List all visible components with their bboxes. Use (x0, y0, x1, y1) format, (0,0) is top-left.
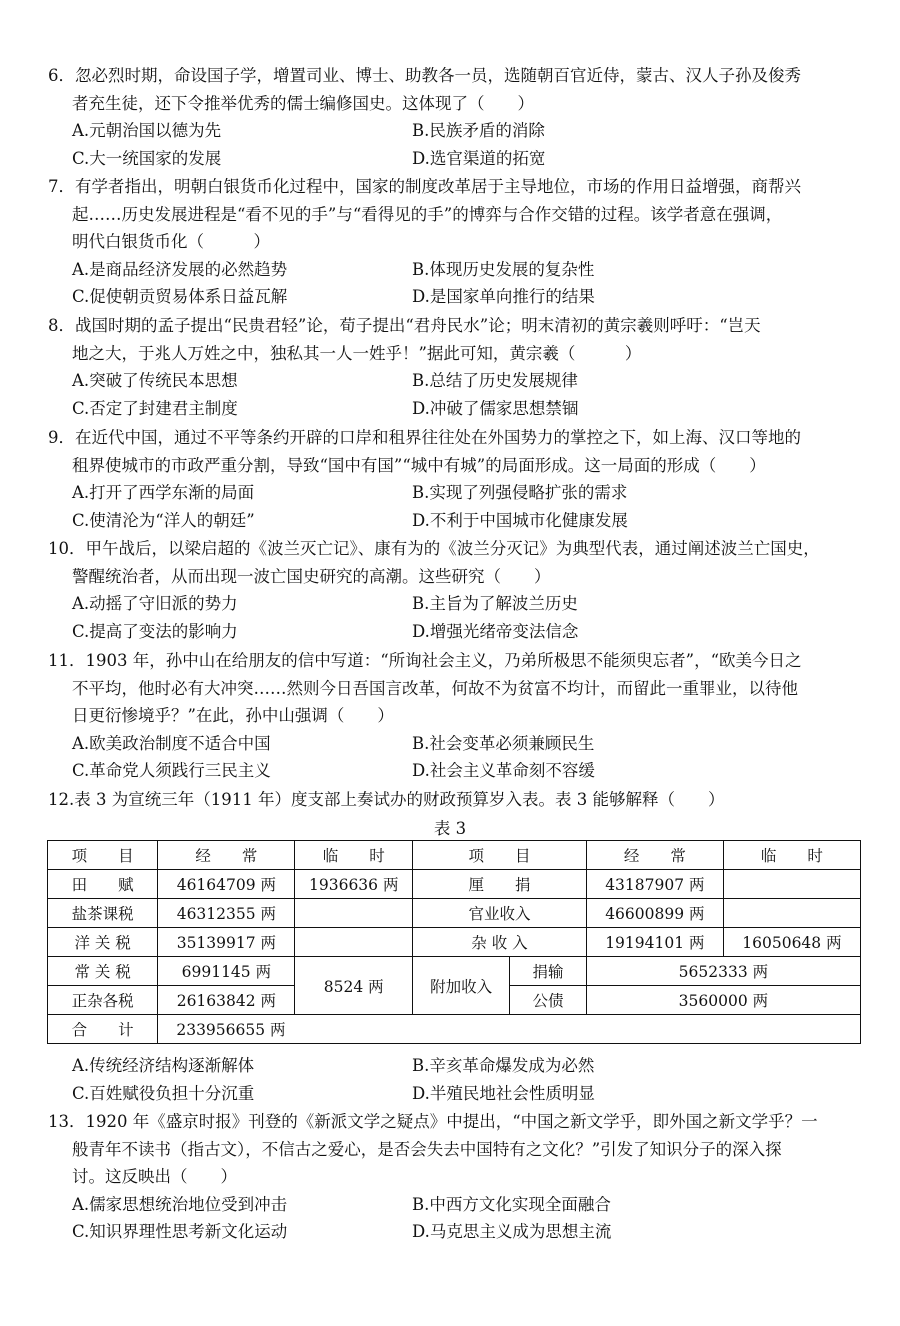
option-d[interactable]: D.半殖民地社会性质明显 (412, 1083, 595, 1103)
question-stem: 不平均，他时必有大冲突……然则今日吾国言改革，何故不为贫富不均计，而留此一重罪业，以待他 (72, 678, 798, 698)
table-cell: 正杂各税 (48, 986, 158, 1015)
table-header: 临 时 (723, 841, 860, 870)
question-12-options (48, 1052, 868, 1107)
options (48, 256, 868, 311)
option-b[interactable]: B.社会变革必须兼顾民生 (412, 733, 595, 753)
question-stem: 般青年不读书（指古文），不信古之爱心，是否会失去中国特有之文化？”引发了知识分子的深入探 (72, 1139, 782, 1159)
option-d[interactable]: D.增强光绪帝变法信念 (412, 621, 579, 641)
option-a[interactable]: A.打开了西学东渐的局面 (72, 483, 255, 502)
option-b[interactable]: B.民族矛盾的消除 (412, 121, 545, 140)
table-cell: 合 计 (48, 1015, 158, 1044)
table-cell: 3560000 两 (586, 986, 860, 1015)
question-stem: 警醒统治者，从而出现一波亡国史研究的高潮。这些研究（ ） (72, 566, 551, 586)
table-cell: 43187907 两 (586, 870, 723, 899)
options (48, 1052, 868, 1107)
question-9 (48, 424, 868, 534)
table-cell: 附加收入 (413, 957, 510, 1015)
table-cell: 1936636 两 (295, 870, 413, 899)
question-stem: 13．1920 年《盛京时报》刊登的《新派文学之疑点》中提出，“中国之新文学乎，即外国之新文学乎？一 (48, 1112, 818, 1131)
option-b[interactable]: B.主旨为了解波兰历史 (412, 594, 578, 613)
table-header: 项 目 (413, 841, 587, 870)
question-stem: 12.表 3 为宣统三年（1911 年）度支部上奏试办的财政预算岁入表。表 3 能够解释（ ） (48, 790, 725, 809)
table-header: 临 时 (295, 841, 413, 870)
table-cell: 公债 (510, 986, 587, 1015)
table-row (48, 928, 861, 957)
table-cell: 盐茶课税 (48, 899, 158, 928)
table-cell: 6991145 两 (158, 957, 295, 986)
table-cell: 19194101 两 (586, 928, 723, 957)
table-cell: 常 关 税 (48, 957, 158, 986)
table-cell: 35139917 两 (158, 928, 295, 957)
question-stem: 8．战国时期的孟子提出“民贵君轻”论，荀子提出“君舟民水”论；明末清初的黄宗羲则呼吁：“岂天 (48, 316, 761, 335)
table-cell: 46600899 两 (586, 899, 723, 928)
option-c[interactable]: C.提高了变法的影响力 (72, 621, 238, 641)
question-stem: 讨。这反映出（ ） (72, 1167, 237, 1186)
question-10 (48, 535, 868, 645)
options (48, 730, 868, 785)
table-cell: 8524 两 (295, 957, 413, 1015)
options (48, 117, 868, 172)
question-stem: 9．在近代中国，通过不平等条约开辟的口岸和租界往往处在外国势力的掌控之下，如上海、汉口等地的 (48, 428, 801, 447)
options (48, 1191, 868, 1246)
table-cell (295, 899, 413, 928)
table-cell: 杂 收 入 (413, 928, 587, 957)
option-a[interactable]: A.是商品经济发展的必然趋势 (72, 259, 288, 279)
question-12 (48, 786, 868, 814)
table-row (48, 957, 861, 986)
question-stem: 7．有学者指出，明朝白银货币化过程中，国家的制度改革居于主导地位，市场的作用日益增强，商帮兴 (48, 177, 801, 196)
table-cell: 46312355 两 (158, 899, 295, 928)
option-a[interactable]: A.儒家思想统治地位受到冲击 (72, 1194, 288, 1214)
table-header: 经 常 (158, 841, 295, 870)
table-header: 项 目 (48, 841, 158, 870)
question-stem: 10．甲午战后，以梁启超的《波兰灭亡记》、康有为的《波兰分灭记》为典型代表，通过阐述波兰亡国史， (48, 539, 820, 558)
question-stem: 11．1903 年，孙中山在给朋友的信中写道：“所询社会主义，乃弟所极思不能须臾忘者”，“欧美今日之 (48, 651, 802, 670)
table-cell: 官业收入 (413, 899, 587, 928)
table-cell (723, 899, 860, 928)
table-row (48, 899, 861, 928)
option-d[interactable]: D.是国家单向推行的结果 (412, 287, 595, 306)
question-7 (48, 173, 868, 311)
table-cell: 洋 关 税 (48, 928, 158, 957)
table-row (48, 1015, 861, 1044)
question-13 (48, 1108, 868, 1246)
table-cell (295, 928, 413, 957)
option-b[interactable]: B.中西方文化实现全面融合 (412, 1194, 611, 1214)
option-b[interactable]: B.实现了列强侵略扩张的需求 (412, 483, 628, 502)
table-row (48, 841, 861, 870)
option-a[interactable]: A.突破了传统民本思想 (72, 371, 238, 390)
table-cell: 46164709 两 (158, 870, 295, 899)
table-row (48, 870, 861, 899)
question-stem: 明代白银货币化（ ） (72, 232, 270, 251)
question-stem: 日更衍惨境乎？”在此，孙中山强调（ ） (72, 706, 394, 725)
options (48, 590, 868, 645)
option-a[interactable]: A.传统经济结构逐渐解体 (72, 1056, 255, 1075)
option-a[interactable]: A.欧美政治制度不适合中国 (72, 733, 271, 753)
option-b[interactable]: B.总结了历史发展规律 (412, 371, 578, 390)
table-cell: 5652333 两 (586, 957, 860, 986)
table-cell: 16050648 两 (723, 928, 860, 957)
option-b[interactable]: B.辛亥革命爆发成为必然 (412, 1056, 595, 1075)
question-stem: 6．忽必烈时期，命设国子学，增置司业、博士、助教各一员，选随朝百官近侍，蒙古、汉人子孙及俊秀 (48, 66, 801, 85)
option-d[interactable]: D.冲破了儒家思想禁锢 (412, 398, 579, 418)
table-cell (723, 870, 860, 899)
table-cell: 厘 捐 (413, 870, 587, 899)
option-d[interactable]: D.不利于中国城市化健康发展 (412, 510, 628, 530)
table-cell: 233956655 两 (158, 1015, 861, 1044)
option-c[interactable]: C.知识界理性思考新文化运动 (72, 1222, 288, 1241)
option-d[interactable]: D.马克思主义成为思想主流 (412, 1222, 612, 1241)
option-a[interactable]: A.元朝治国以德为先 (72, 121, 222, 140)
option-a[interactable]: A.动摇了守旧派的势力 (72, 594, 238, 613)
option-c[interactable]: C.否定了封建君主制度 (72, 398, 238, 418)
table-cell: 捐输 (510, 957, 587, 986)
budget-table (47, 840, 861, 1044)
option-b[interactable]: B.体现历史发展的复杂性 (412, 259, 595, 279)
question-stem: 地之大，于兆人万姓之中，独私其一人一姓乎！”据此可知，黄宗羲（ ） (72, 343, 642, 363)
option-c[interactable]: C.使清沦为“洋人的朝廷” (72, 510, 255, 530)
table-header: 经 常 (586, 841, 723, 870)
options (48, 479, 868, 534)
table-cell: 26163842 两 (158, 986, 295, 1015)
question-stem: 租界使城市的市政严重分割，导致“国中有国”“城中有城”的局面形成。这一局面的形成（ ） (72, 455, 766, 475)
option-c[interactable]: C.百姓赋役负担十分沉重 (72, 1083, 255, 1103)
question-stem: 起……历史发展进程是“看不见的手”与“看得见的手”的博弈与合作交错的过程。该学者意在强调， (72, 204, 783, 224)
option-d[interactable]: D.选官渠道的拓宽 (412, 148, 546, 168)
question-6 (48, 62, 868, 172)
option-c[interactable]: C.革命党人须践行三民主义 (72, 761, 271, 780)
question-11 (48, 647, 868, 785)
table-caption: 表 3 (433, 819, 467, 838)
option-c[interactable]: C.大一统国家的发展 (72, 148, 222, 168)
options (48, 367, 868, 422)
question-8 (48, 312, 868, 422)
option-d[interactable]: D.社会主义革命刻不容缓 (412, 761, 595, 780)
option-c[interactable]: C.促使朝贡贸易体系日益瓦解 (72, 287, 288, 306)
question-stem: 者充生徒，还下令推举优秀的儒士编修国史。这体现了（ ） (72, 93, 534, 113)
table-cell: 田 赋 (48, 870, 158, 899)
